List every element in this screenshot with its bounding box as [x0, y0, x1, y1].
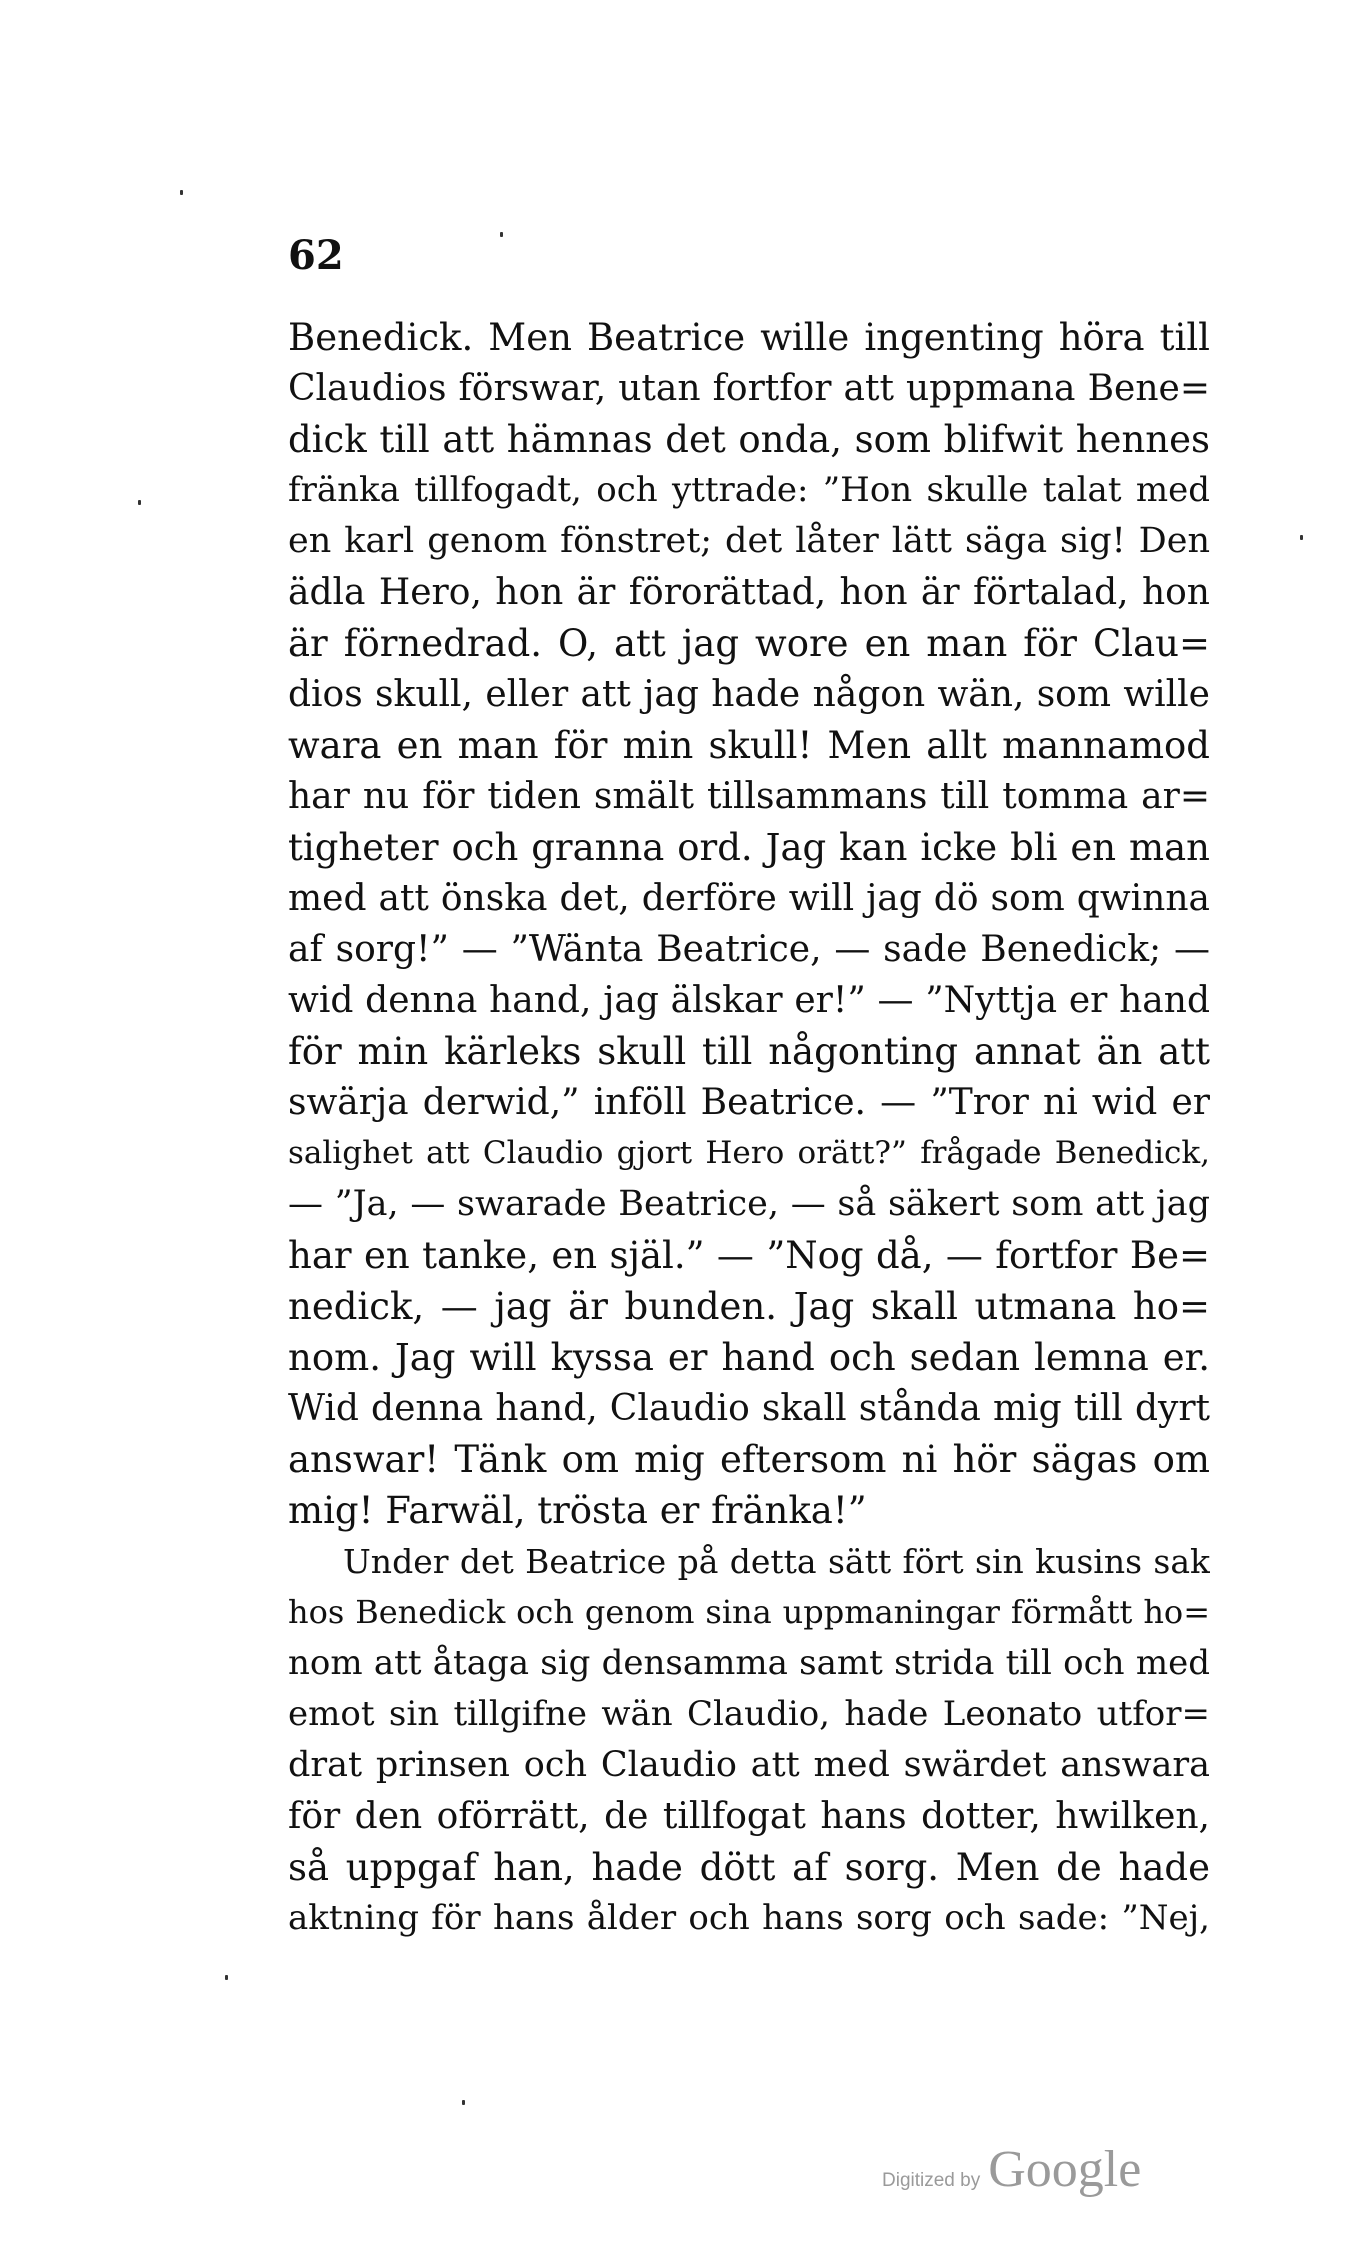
page-number: 62 [288, 232, 344, 279]
scan-speck [1300, 535, 1303, 540]
text-line: en karl genom fönstret; det låter lätt säga sig! Den [288, 521, 1210, 561]
text-line: nom. Jag will kyssa er hand och sedan lemna er. [288, 1336, 1210, 1379]
watermark-prefix: Digitized by [882, 2170, 981, 2191]
scan-speck [180, 190, 183, 195]
text-line: så uppgaf han, hade dött af sorg. Men de hade [288, 1846, 1210, 1889]
text-line: dick till att hämnas det onda, som blifwit hennes [288, 418, 1210, 461]
text-line: answar! Tänk om mig eftersom ni hör sägas om [288, 1438, 1210, 1481]
text-line: med att önska det, derföre will jag dö som qwinna [288, 878, 1210, 919]
text-line: för min kärleks skull till någonting annat än att [288, 1030, 1210, 1073]
text-line: wara en man för min skull! Men allt mannamod [288, 724, 1210, 767]
scan-speck [500, 232, 503, 237]
scan-speck [462, 2100, 465, 2105]
text-line: wid denna hand, jag älskar er!” — ”Nyttja er hand [288, 980, 1210, 1021]
text-line: swärja derwid,” inföll Beatrice. — ”Tror ni wid er [288, 1082, 1210, 1123]
text-line: Claudios förswar, utan fortfor att uppmana Bene= [288, 368, 1210, 409]
text-line: dios skull, eller att jag hade någon wän, som wille [288, 674, 1210, 715]
text-line: Under det Beatrice på detta sätt fört sin kusins sak [343, 1542, 1210, 1581]
text-line: — ”Ja, — swarade Beatrice, — så säkert som att jag [288, 1184, 1210, 1224]
text-line: tigheter och granna ord. Jag kan icke bli en man [288, 826, 1210, 869]
text-line: emot sin tillgifne wän Claudio, hade Leonato utfor= [288, 1694, 1210, 1734]
body-text [288, 312, 1210, 1944]
text-line: är förnedrad. O, att jag wore en man för Clau= [288, 622, 1210, 665]
text-line: hos Benedick och genom sina uppmaningar förmått ho= [288, 1593, 1210, 1631]
digitized-watermark [882, 2140, 1141, 2199]
text-line: har nu för tiden smält tillsammans till tomma ar= [288, 776, 1210, 817]
scan-speck [138, 500, 141, 505]
text-line: nom att åtaga sig densamma samt strida till och med [288, 1643, 1210, 1683]
text-line: nedick, — jag är bunden. Jag skall utmana ho= [288, 1285, 1210, 1328]
text-line: mig! Farwäl, trösta er fränka!” [288, 1489, 867, 1532]
text-line: drat prinsen och Claudio att med swärdet answara [288, 1745, 1210, 1785]
text-line: för den oförrätt, de tillfogat hans dotter, hwilken, [288, 1796, 1210, 1837]
text-line: af sorg!” — ”Wänta Beatrice, — sade Benedick; — [288, 929, 1210, 970]
text-line: aktning för hans ålder och hans sorg och sade: ”Nej, [288, 1898, 1210, 1938]
watermark-brand: Google [988, 2141, 1142, 2198]
text-line: salighet att Claudio gjort Hero orätt?” frågade Benedick, [288, 1135, 1210, 1171]
text-line: har en tanke, en själ.” — ”Nog då, — fortfor Be= [288, 1234, 1210, 1277]
text-line: Benedick. Men Beatrice wille ingenting höra till [288, 316, 1210, 359]
text-line: Wid denna hand, Claudio skall stånda mig till dyrt [288, 1388, 1210, 1429]
text-line: ädla Hero, hon är förorättad, hon är förtalad, hon [288, 572, 1210, 613]
text-line: fränka tillfogadt, och yttrade: ”Hon skulle talat med [288, 470, 1210, 510]
scan-speck [225, 1975, 228, 1980]
